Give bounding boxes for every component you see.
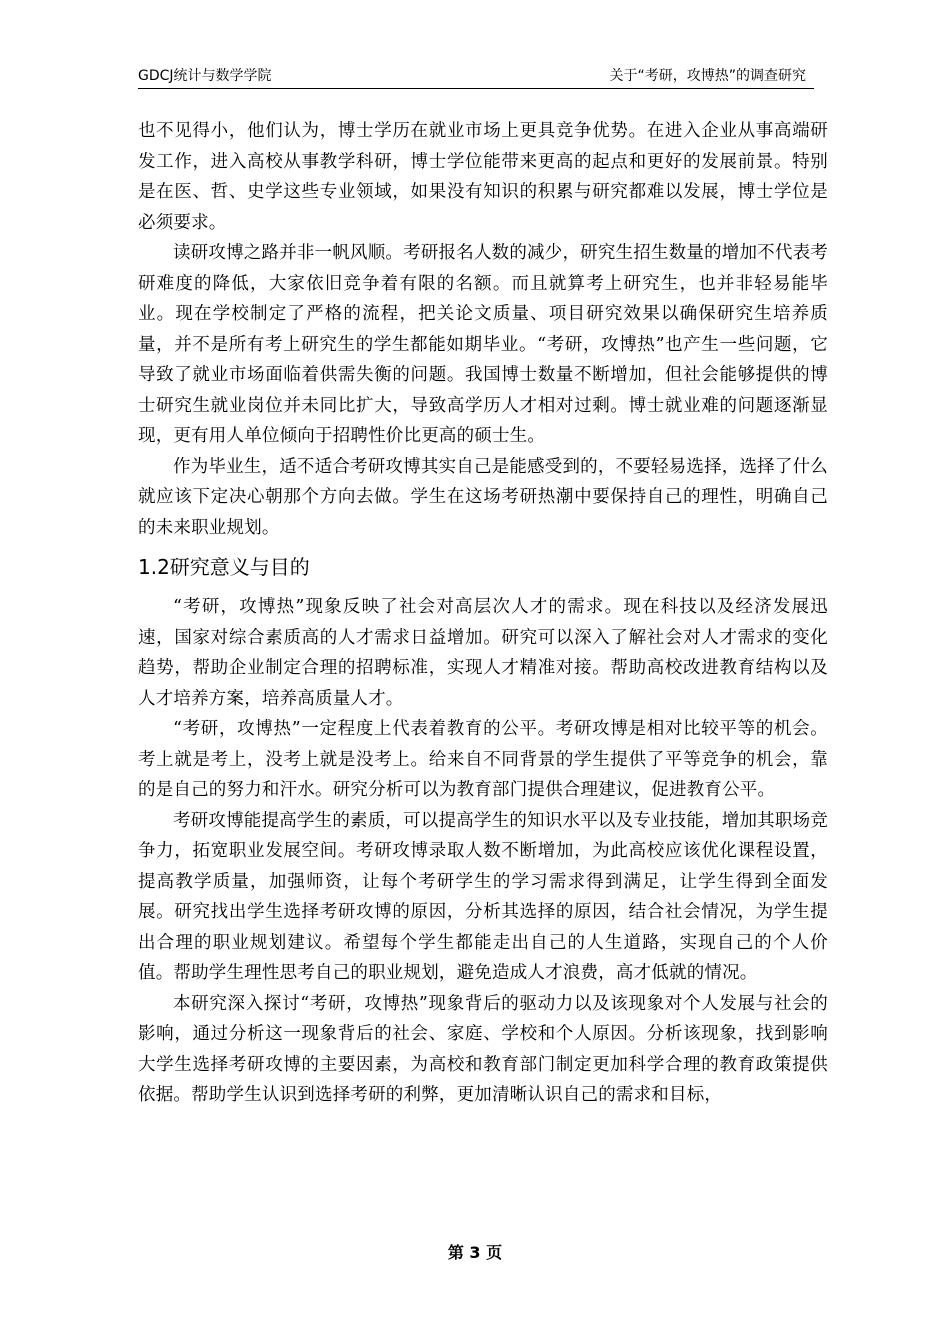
page-header — [138, 66, 814, 89]
page-number: 第 3 页 — [447, 1243, 503, 1262]
page-body — [138, 116, 828, 1111]
paragraph-continued: 也不见得小，他们认为，博士学历在就业市场上更具竞争优势。在进入企业从事高端研发工作，进入高校从事教学科研，博士学位能带来更高的起点和更好的发展前景。特别是在医、哲、史学这些专业领域，如果没有知识的积累与研究都难以发展，博士学位是必须要求。 — [138, 121, 828, 233]
paragraph: “考研，攻博热”一定程度上代表着教育的公平。考研攻博是相对比较平等的机会。考上就是考上，没考上就是没考上。给来自不同背景的学生提供了平等竞争的机会，靠的是自己的努力和汗水。研究分析可以为教育部门提供合理建议，促进教育公平。 — [138, 719, 828, 800]
paragraph: “考研，攻博热”现象反映了社会对高层次人才的需求。现在科技以及经济发展迅速，国家对综合素质高的人才需求日益增加。研究可以深入了解社会对人才需求的变化趋势，帮助企业制定合理的招聘标准，实现人才精准对接。帮助高校改进教育结构以及人才培养方案，培养高质量人才。 — [138, 597, 828, 709]
header-document-title: 关于“考研，攻博热”的调查研究 — [609, 68, 806, 84]
header-institution: GDCJ统计与数学学院 — [138, 68, 272, 84]
paragraph: 读研攻博之路并非一帆风顺。考研报名人数的减少，研究生招生数量的增加不代表考研难度的降低，大家依旧竞争着有限的名额。而且就算考上研究生，也并非轻易能毕业。现在学校制定了严格的流程，把关论文质量、项目研究效果以确保研究生培养质量，并不是所有考上研究生的学生都能如期毕业。“考研，攻博热”也产生一些问题，它导致了就业市场面临着供需失衡的问题。我国博士数量不断增加，但社会能够提供的博士研究生就业岗位并未同比扩大，导致高学历人才相对过剩。博士就业难的问题逐渐显现，更有用人单位倾向于招聘性价比更高的硕士生。 — [138, 243, 828, 446]
paragraph: 本研究深入探讨“考研，攻博热”现象背后的驱动力以及该现象对个人发展与社会的影响，通过分析这一现象背后的社会、家庭、学校和个人原因。分析该现象，找到影响大学生选择考研攻博的主要因素，为高校和教育部门制定更加科学合理的教育政策提供依据。帮助学生认识到选择考研的利弊，更加清晰认识自己的需求和目标， — [138, 993, 828, 1105]
paragraph: 考研攻博能提高学生的素质，可以提高学生的知识水平以及专业技能，增加其职场竞争力，拓宽职业发展空间。考研攻博录取人数不断增加，为此高校应该优化课程设置，提高教学质量，加强师资，让每个考研学生的学习需求得到满足，让学生得到全面发展。研究找出学生选择考研攻博的原因，分析其选择的原因，结合社会情况，为学生提出合理的职业规划建议。希望每个学生都能走出自己的人生道路，实现自己的个人价值。帮助学生理性思考自己的职业规划，避免造成人才浪费，高才低就的情况。 — [138, 810, 828, 983]
section-heading: 1.2研究意义与目的 — [138, 555, 310, 579]
paragraph: 作为毕业生，适不适合考研攻博其实自己是能感受到的，不要轻易选择，选择了什么就应该下定决心朝那个方向去做。学生在这场考研热潮中要保持自己的理性，明确自己的未来职业规划。 — [138, 456, 828, 538]
